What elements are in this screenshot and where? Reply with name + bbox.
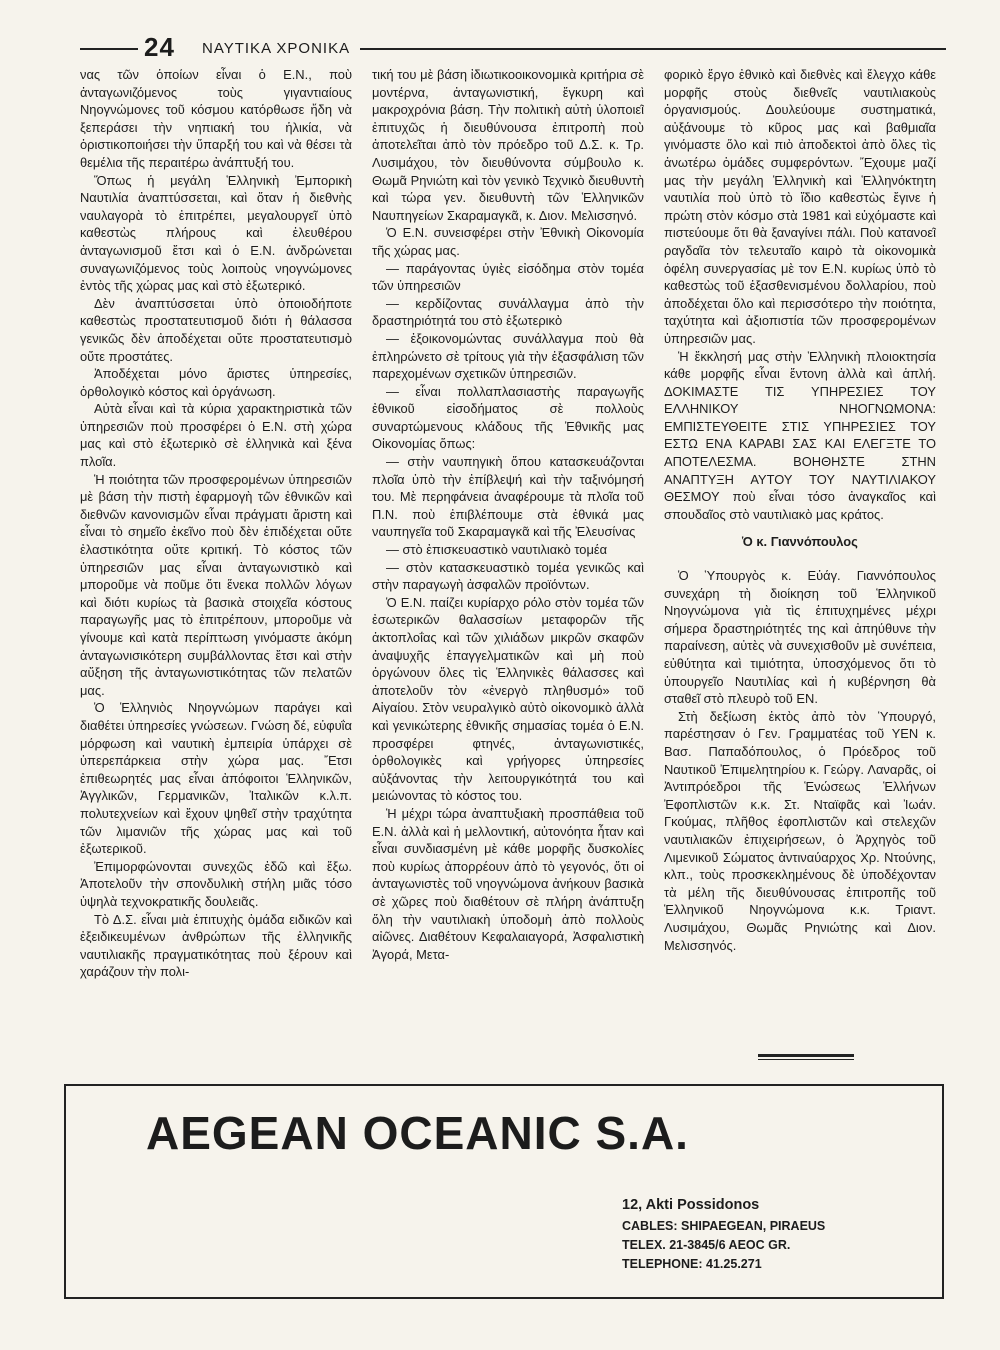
paragraph: Ἐπιμορφώνονται συνεχῶς ἐδῶ καὶ ἔξω. Ἀποτελοῦν τὴν σπονδυλικὴ στήλη μιᾶς τόσο ὑψηλὰ τεχνοκρατικῆς δουλειᾶς. — [80, 858, 352, 909]
paragraph: Αὐτὰ εἶναι καὶ τὰ κύρια χαρακτηριστικὰ τῶν ὑπηρεσιῶν ποὺ προσφέρει ὁ Ε.Ν. στὴ χώρα μας καὶ στὸ ἐξωτερικὸ σὲ ἑλληνικὰ καὶ ξένα πλοῖα. — [80, 401, 352, 470]
article-end-rule-thin — [758, 1059, 854, 1060]
list-item: — παράγοντας ὑγιὲς εἰσόδημα στὸν τομέα τῶν ὑπηρεσιῶν — [372, 260, 644, 294]
advertisement-box — [64, 1084, 944, 1299]
list-item: — στὸ ἐπισκευαστικὸ ναυτιλιακὸ τομέα — [386, 542, 608, 558]
paragraph: Ἡ ἔκκλησή μας στὴν Ἑλληνικὴ πλοιοκτησία κάθε μορφῆς εἶναι ἔντονη ἀλλὰ καὶ ἁπλή. ΔΟΚΙΜΑΣΤΕ ΤΙΣ ΥΠΗΡΕΣΙΕΣ ΤΟΥ ΕΛΛΗΝΙΚΟΥ ΝΗΟΓΝΩΜΟΝΑ: ΕΜΠΙΣΤΕΥΘΕΙΤΕ ΣΤΙΣ ΥΠΗΡΕΣΙΕΣ ΤΟΥ ΕΣΤΩ ΕΝΑ ΚΑΡΑΒΙ ΣΑΣ ΚΑΙ ΕΛΕΓΞΤΕ ΤΟ ΑΠΟΤΕΛΕΣΜΑ. ΒΟΗΘΗΣΤΕ ΣΤΗΝ ΑΝΑΠΤΥΞΗ ΑΥΤΟΥ ΤΟΥ ΝΑΥΤΙΛΙΑΚΟΥ ΘΕΣΜΟΥ ποὺ εἶναι τόσο ἀναγκαῖος καὶ σπουδαῖος στὸ ναυτιλιακὸ μας κράτος. — [664, 348, 936, 522]
paragraph: Ὁ Ἑλληνιὸς Νηογνώμων παράγει καὶ διαθέτει ὑπηρεσίες γνώσεων. Γνώση δέ, εὐφυΐα μόρφωση καὶ ναυτικὴ ἐμπειρία ὑπάρχει σὲ ὑπερεπάρκεια στὴν χώρα μας. Ἔτσι ἐπιθεωρητές μας εἶναι ἀπόφοιτοι Ἑλληνικῶν, Ἀγγλικῶν, Γερμανικῶν, Ἰταλικῶν κ.λ.π. πολυτεχνείων καὶ ἔχουν ψηθεῖ στὴν τραχύτητα τῶν λιμανιῶν τῆς χώρας μας καὶ τοῦ ἐξωτερικοῦ. — [80, 700, 352, 857]
list-item: — ἐξοικονομώντας συνάλλαγμα ποὺ θὰ ἐπληρώνετο σὲ τρίτους γιὰ τὴν ἐξασφάλιση τῶν παρεχομένων σχετικῶν ὑπηρεσιῶν. — [372, 330, 644, 382]
paragraph: Τὸ Δ.Σ. εἶναι μιὰ ἐπιτυχὴς ὁμάδα ειδικῶν καὶ ἐξειδικευμένων ἀνθρώπων τῆς ἑλληνικῆς ναυτιλιακῆς πραγματικότητας ποὺ ξέρουν καὶ χαράζουν τὴν πολι- — [80, 911, 352, 980]
article-column-3 — [664, 66, 936, 1082]
section-subheading: Ὁ κ. Γιαννόπουλος — [742, 534, 858, 550]
paragraph: Ὁ Ὑπουργὸς κ. Εὐάγ. Γιαννόπουλος συνεχάρη τὴ διοίκηση τοῦ Ἑλληνικοῦ Νηογνώμονα γιὰ τὶς ἐπιτυχημένες μέχρι σήμερα δραστηριότητές της καὶ ἀπηύθυνε τὴν παραίνεση, αὐτὲς νὰ συνεχισθοῦν μὲ συνέπεια, εὐθύτητα καὶ τιμιότητα, ὑποσχόμενος ὅτι τὸ ὑπουργεῖο Ναυτιλίας καὶ ἡ κυβέρνηση θὰ σταθεῖ στὸ πλευρὸ τοῦ ΕΝ. — [664, 568, 936, 707]
paragraph: νας τῶν ὁποίων εἶναι ὁ Ε.Ν., ποὺ ἀνταγωνιζόμενος τοὺς γιγαντιαίους Νηογνώμονες τοῦ κόσμου κατόρθωσε ἤδη νὰ ξεπεράσει τὴν νηπιακή του ἡλικία, νὰ ὁριστικοποιήσει τὴν ὕπαρξή του καὶ νὰ θέσει τὰ θεμέλια τῆς περαιτέρω ἀνάπτυξή του. — [80, 67, 352, 170]
paragraph: τική του μὲ βάση ἰδιωτικοοικονομικὰ κριτήρια σὲ μοντέρνα, ἀνταγωνιστική, ἔγκυρη καὶ μακροχρόνια βάση. Τὴν πολιτικὴ αὐτὴ ὑλοποιεῖ ἐπιτυχῶς ἡ διευθύνουσα ἐπιτροπὴ ποὺ ἀποτελεῖται ἀπὸ τὸν πρόεδρο τοῦ Δ.Σ. κ. Τρ. Λυσιμάχου, τὸν διευθύνοντα σύμβουλο κ. Θωμᾶ Ρηνιώτη καὶ τὸν γενικὸ Τεχνικὸ διευθυντὴ καὶ τώρα γεν. διευθυντὴ τῶν Ἑλληνικῶν Ναυπηγείων Σκαραμαγκᾶ, κ. Διον. Μελισσηνό. — [372, 67, 644, 223]
article-column-2 — [372, 66, 644, 1082]
page-number: 24 — [144, 32, 175, 62]
list-item: — στὴν ναυπηγικὴ ὅπου κατασκευάζονται πλοῖα ὑπὸ τὴν ἐπίβλεψή καὶ τὴν ταξινόμησή του. Μὲ περηφάνεια ἀναφέρουμε τὰ πλοῖα τοῦ Π.Ν. ποὺ ἐπιβλέπουμε στὰ ἐθνικά μας ναυπηγεῖα τοῦ Σκαραμαγκᾶ καὶ τῆς Ἐλευσίνας — [372, 454, 644, 540]
paragraph: Ἀποδέχεται μόνο ἄριστες ὑπηρεσίες, ὀρθολογικὸ κόστος καὶ ὀργάνωση. — [80, 366, 352, 399]
paragraph: Ἡ μέχρι τώρα ἀναπτυξιακὴ προσπάθεια τοῦ Ε.Ν. ἀλλὰ καὶ ἡ μελλοντική, αὐτονόητα ἦταν καὶ εἶναι συνδιασμένη μὲ κάθε μορφῆς δυσκολίες ποὺ κυρίως ἀπορρέουν ἀπὸ τὸ γεγονός, ὅτι οἱ ἀνταγωνιστὲς τοῦ νηογνώμονα ἀνήκουν βασικὰ σὲ χῶρες ποὺ διαθέτουν σὲ πλήρη ἀνάπτυξη ὅλη τὴν ναυτιλιακὴ ὑποδομὴ ἀπὸ πολλοὺς αἰῶνες. Διαθέτουν Κεφαλαιαγορά, Ἀσφαλιστικὴ Ἀγορά, Μετα- — [372, 805, 644, 962]
ad-address-block — [622, 1196, 825, 1274]
list-item: — κερδίζοντας συνάλλαγμα ἀπὸ τὴν δραστηριότητά του στὸ ἐξωτερικὸ — [372, 295, 644, 329]
magazine-title: ΝΑΥΤΙΚΑ ΧΡΟΝΙΚΑ — [202, 40, 351, 57]
paragraph: Στὴ δεξίωση ἐκτὸς ἀπὸ τὸν Ὑπουργό, παρέστησαν ὁ Γεν. Γραμματέας τοῦ ΥΕΝ κ. Βασ. Παπαδόπουλος, ὁ Πρόεδρος τοῦ Ναυτικοῦ Ἐπιμελητηρίου κ. Γεώργ. Λαναρᾶς, οἱ Ἀντιπρόεδροι τῆς Ἑνώσεως Ἑλλήνων Ἐφοπλιστῶν κ.κ. Στ. Νταϊφᾶς καὶ Ἰωάν. Γκούμας, πλῆθος ἐφοπλιστῶν καὶ στελεχῶν ναυτιλιακῶν ἐπιχειρήσεων, ὁ Ἀρχηγὸς τοῦ Λιμενικοῦ Σώματος ἀντιναύαρχος Χρ. Ντούνης, κλπ., τοὺς προσκεκλημένους δὲ ὑποδέχονταν τὰ μέλη τῆς διευθύνουσας ἐπιτροπῆς τοῦ Ἑλληνικοῦ Νηογνώμονα κ.κ. Τριαντ. Λυσιμάχου, Θωμᾶς Ρηνιώτης καὶ Διον. Μελισσηνός. — [664, 708, 936, 953]
paragraph: Ὁ Ε.Ν. παίζει κυρίαρχο ρόλο στὸν τομέα τῶν ἐσωτερικῶν θαλασσίων μεταφορῶν τῆς ἀκτοπλοΐας καὶ τῶν χιλιάδων μικρῶν σκαφῶν ἀναψυχῆς ἐπαγγελματικῶν καὶ μὴ ποὺ ὀργώνουν ὅλες τὶς Ἑλληνικὲς θάλασσες καὶ ἀποτελοῦν τὸν «ἐνεργὸ πληθυσμό» τοῦ Αἰγαίου. Στὸν νευραλγικὸ αὐτὸ οἰκονομικὸ ἀλλὰ καὶ γενικώτερης ἐθνικῆς σημασίας τομέα ὁ Ε.Ν. προσφέρει φτηνές, ἀνταγωνιστικές, ὀρθολογικὲς καὶ γρήγορες ὑπηρεσίες αὐξάνοντας τὴν λειτουργικότητά του καὶ μειώνοντας τὸ κόστος του. — [372, 594, 644, 804]
paragraph: Ἡ ποιότητα τῶν προσφερομένων ὑπηρεσιῶν μὲ βάση τὴν πιστὴ ἐφαρμογὴ τῶν ἐθνικῶν καὶ διεθνῶν κανονισμῶν εἶναι πράγματι ἄριστη καὶ εἶναι τὸ σημεῖο ἐκεῖνο ποὺ δὲν ἐπιδέχεται οὔτε ἐλαστικότητα οὔτε κριτική. Τὸ κόστος τῶν ὑπηρεσιῶν μας εἶναι ἀνταγωνιστικὸ καὶ μποροῦμε νὰ ποῦμε ὅτι ἕνεκα πολλῶν λόγων καὶ διότι κυρίως τὰ βασικὰ στοιχεῖα κόστους παραγωγῆς μας τὸ ἐπιτρέπουν, μποροῦμε νὰ γίνουμε καὶ κατὰ περίπτωση γινόμαστε ἀκόμη ἀνταγωνισικότερη συμβάλλοντας ἔτσι καὶ στὴν αὔξηση τῆς ἀνταγωνιστικότητας τῶν πελατῶν μας. — [80, 471, 352, 698]
article-end-rule — [758, 1054, 854, 1057]
header-rule-right — [360, 48, 946, 50]
ad-cables: CABLES: SHIPAEGEAN, PIRAEUS — [622, 1219, 826, 1233]
paragraph: Ὁ Ε.Ν. συνεισφέρει στὴν Ἐθνικὴ Οἰκονομία τῆς χώρας μας. — [372, 225, 644, 258]
list-item: — εἶναι πολλαπλασιαστὴς παραγωγῆς ἐθνικοῦ εἰσοδήματος σὲ πολλοὺς συναρτώμενους κλάδους τῆς Ἐθνικῆς μας Οἰκονομίας ὅπως: — [372, 383, 644, 452]
paragraph: Δὲν ἀναπτύσσεται ὑπὸ ὁποιοδήποτε καθεστὼς προστατευτισμοῦ διότι ἡ θάλασσα γενικῶς δὲν ἀποδέχεται οὔτε προστατευτισμὸ οὔτε προστάτες. — [80, 295, 352, 364]
article-column-1 — [80, 66, 352, 1082]
ad-telephone: TELEPHONE: 41.25.271 — [622, 1257, 762, 1271]
paragraph: Ὅπως ἡ μεγάλη Ἑλληνικὴ Ἐμπορικὴ Ναυτιλία ἀναπτύσσεται, καὶ ὅταν ἡ διεθνὴς ναυλαγορὰ τὸ ἐπιτρέπει, μεγαλουργεῖ ὑπὸ καθεστὼς πλήρους καὶ ἐλευθέρου ἀνταγωνισμοῦ ἔτσι καὶ ὁ Ε.Ν. ἀνδρώνεται συναγωνιζόμενος τοὺς λοιποὺς νηογνώμονες ἐντὸς τῆς χώρας μας καὶ στὸ ἐξωτερικό. — [80, 172, 352, 294]
ad-company-name: AEGEAN OCEANIC S.A. — [146, 1107, 689, 1159]
page-header — [80, 32, 946, 68]
article-body — [80, 66, 946, 1082]
paragraph: φορικὸ ἔργο ἐθνικὸ καὶ διεθνὲς καὶ ἔλεγχο κάθε μορφῆς στοὺς διεθνεῖς ναυτιλιακοὺς ὀργανισμούς. Δουλεύουμε συστηματικά, αὐξάνουμε τὸ κῦρος μας καὶ βαθμιαῖα γινόμαστε ὅλο καὶ πιὸ ἀποδεκτοὶ ἀπὸ ὅλες τὶς ἀνωτέρω ὁμάδες συμφερόντων. Ἔχουμε μαζί μας τὴν μεγάλη Ἑλληνικὴ καὶ Ἑλληνόκτητη ναυτιλία ποὺ ὑπὸ τὸ ἴδιο καθεστὼς ἔγινε ἡ πρώτη στὸν κόσμο στὰ 1981 καὶ εὐχόμαστε καὶ πιστεύουμε ὅτι θὰ ξαναγίνει πάλι. Ποὺ κατανοεῖ ραγδαῖα τὸν τελευταῖο καιρὸ τὰ οἰκονομικὰ ὀφέλη συνεργασίας μὲ τον Ε.Ν. κυρίως ὑπὸ τὸ καθεστὼς τοῦ ἐξασθενισμένου δολλαρίου, ποὺ ἀποδέχεται ὅλο καὶ περισσότερο τὴν ποιότητα, ταχύτητα καὶ ἀξιοπιστία τῶν προσφερομένων ὑπηρεσιῶν μας. — [664, 67, 936, 346]
list-item: — στὸν κατασκευαστικὸ τομέα γενικῶς καὶ στὴν παραγωγὴ ἀσφαλῶν προϊόντων. — [372, 559, 644, 593]
ad-telex: TELEX. 21-3845/6 AEOC GR. — [622, 1238, 791, 1252]
header-rule-left — [80, 48, 138, 50]
ad-street: 12, Akti Possidonos — [622, 1197, 760, 1213]
